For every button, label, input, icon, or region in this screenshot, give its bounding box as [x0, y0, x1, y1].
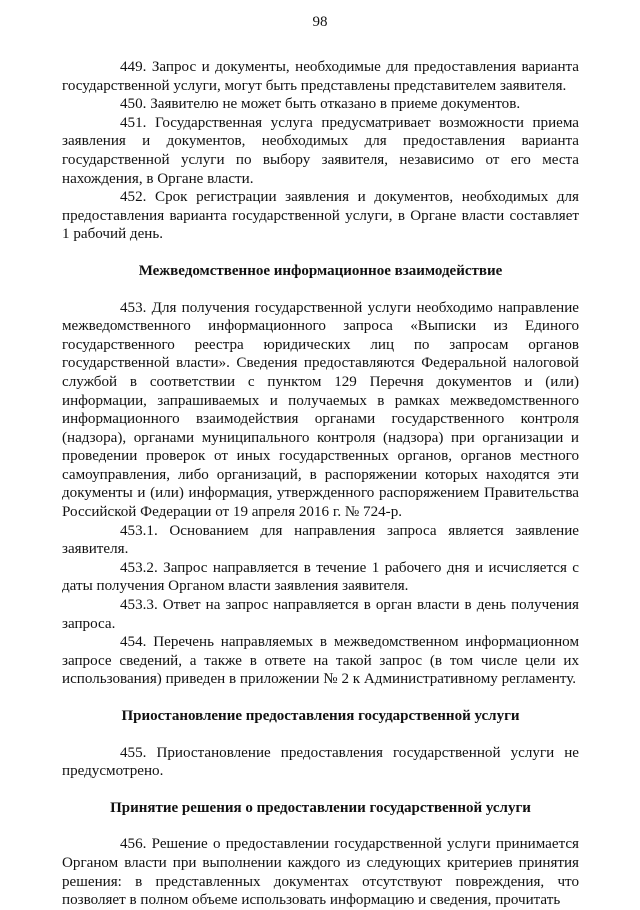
- heading-suspension: Приостановление предоставления государственной услуги: [121, 708, 520, 724]
- paragraph-453-1: 453.1. Основанием для направления запроса является заявление заявителя.: [62, 522, 579, 558]
- heading-decision: Принятие решения о предоставлении государственной услуги: [110, 799, 531, 816]
- paragraph-453-3: 453.3. Ответ на запрос направляется в орган власти в день получения запроса.: [62, 597, 579, 632]
- paragraph-456: 456. Решение о предоставлении государственной услуги принимается Органом власти при выполнении каждого из следующих критериев принятия решения: в представленных документах отсутствуют повреждения, что позволяет в полном объеме использовать информацию и сведения, прочитать: [62, 836, 579, 909]
- page-number: 98: [312, 14, 328, 30]
- paragraph-453: 453. Для получения государственной услуги необходимо направление межведомственного информационного запроса «Выписки из Единого государственного реестра юридических лиц по запросам органов государственной власти». Сведения предоставляются Федеральной налоговой службой в соответствии с пунктом 129 Перечня документов и (или) информации, запрашиваемых и получаемых в рамках межведомственного информационного взаимодействия органами государственного контроля (надзора), органами муниципального контроля (надзора) при организации и проведении проверок от иных государственных органов, органов местного самоуправления, либо организаций, в распоряжении которых находятся эти документы и (или) информация, утвержденного распоряжением Правительства Российской Федерации от 19 апреля 2016 г. № 724-р.: [62, 299, 579, 521]
- paragraph-455: 455. Приостановление предоставления государственной услуги не предусмотрено.: [62, 744, 579, 780]
- paragraph-452: 452. Срок регистрации заявления и документов, необходимых для предоставления варианта государственной услуги, в Органе власти составляет 1 рабочий день.: [62, 189, 579, 243]
- paragraph-450: 450. Заявителю не может быть отказано в приеме документов.: [120, 96, 521, 113]
- paragraph-453-2: 453.2. Запрос направляется в течение 1 рабочего дня и исчисляется с даты получения Органом власти заявления заявителя.: [62, 559, 579, 595]
- paragraph-451: 451. Государственная услуга предусматривает возможности приема заявления и документов, необходимых для предоставления варианта государственной услуги по выбору заявителя, независимо от его места нахождения, в Органе власти.: [62, 114, 579, 187]
- heading-interagency-interaction: Межведомственное информационное взаимодействие: [138, 262, 503, 279]
- document-body: [62, 58, 579, 910]
- paragraph-449: 449. Запрос и документы, необходимые для предоставления варианта государственной услуги, могут быть представлены представителем заявителя.: [62, 59, 579, 94]
- paragraph-454: 454. Перечень направляемых в межведомственном информационном запросе сведений, а также в ответе на такой запрос (в том числе цели их использования) приведен в приложении № 2 к Административному регламенту.: [62, 634, 579, 688]
